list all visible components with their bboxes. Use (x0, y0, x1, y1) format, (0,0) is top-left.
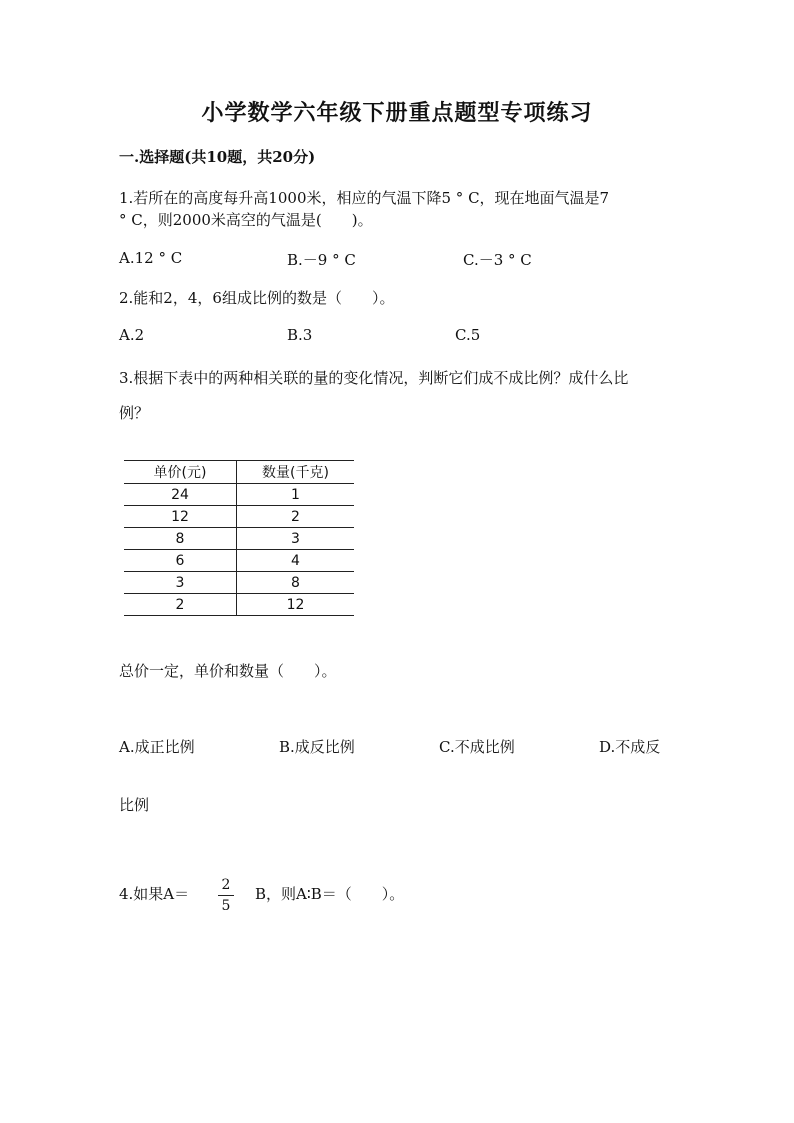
fraction-bar (218, 895, 234, 896)
question-1-option-b[interactable]: B.－9 ° C (287, 251, 356, 269)
question-2-option-c[interactable]: C.5 (455, 326, 481, 344)
question-3-option-c[interactable]: C.不成比例 (439, 738, 515, 756)
question-2-text: 2.能和2，4，6组成比例的数是（ ）。 (119, 289, 395, 307)
table-header-unit-price: 单价(元) (124, 461, 237, 484)
table-cell: 4 (237, 550, 355, 572)
question-3-option-d[interactable]: D.不成反 (599, 738, 661, 756)
question-1-option-c[interactable]: C.－3 ° C (463, 251, 532, 269)
table-cell: 12 (237, 594, 355, 616)
table-cell: 8 (237, 572, 355, 594)
question-3-option-a[interactable]: A.成正比例 (119, 738, 195, 756)
fraction-denominator: 5 (221, 898, 231, 914)
table-cell: 12 (124, 506, 237, 528)
question-1-line-1: 1.若所在的高度每升高1000米，相应的气温下降5 ° C，现在地面气温是7 (119, 189, 610, 207)
table-row (124, 506, 354, 528)
question-1-line-2: ° C，则2000米高空的气温是( )。 (119, 211, 373, 229)
table-header-quantity: 数量(千克) (237, 461, 355, 484)
page-title: 小学数学六年级下册重点题型专项练习 (201, 100, 593, 126)
table-cell: 6 (124, 550, 237, 572)
question-4-prefix: 4.如果A＝ (119, 885, 190, 903)
fraction-numerator: 2 (221, 877, 231, 893)
table-row (124, 484, 354, 506)
table-row (124, 594, 354, 616)
price-quantity-table (124, 460, 354, 616)
table-cell: 3 (237, 528, 355, 550)
question-4-suffix: B，则A∶B＝（ ）。 (255, 885, 405, 903)
fraction-two-fifths (218, 876, 234, 915)
question-3-line-1: 3.根据下表中的两种相关联的量的变化情况，判断它们成不成比例？成什么比 (119, 369, 629, 387)
table-cell: 3 (124, 572, 237, 594)
table-header-row (124, 461, 354, 484)
table-cell: 1 (237, 484, 355, 506)
question-3-option-b[interactable]: B.成反比例 (279, 738, 355, 756)
table-cell: 2 (237, 506, 355, 528)
table-row (124, 528, 354, 550)
question-1-option-a[interactable]: A.12 ° C (119, 249, 183, 267)
question-3-line-2: 例？ (119, 404, 150, 422)
question-2-option-a[interactable]: A.2 (119, 326, 145, 344)
table-cell: 8 (124, 528, 237, 550)
table-row (124, 550, 354, 572)
question-3-option-d-wrap: 比例 (119, 796, 150, 814)
question-3-prompt: 总价一定，单价和数量（ ）。 (119, 662, 337, 680)
table-cell: 2 (124, 594, 237, 616)
question-2-option-b[interactable]: B.3 (287, 326, 313, 344)
section-heading: 一.选择题(共10题，共20分) (119, 148, 316, 166)
table-row (124, 572, 354, 594)
table-cell: 24 (124, 484, 237, 506)
